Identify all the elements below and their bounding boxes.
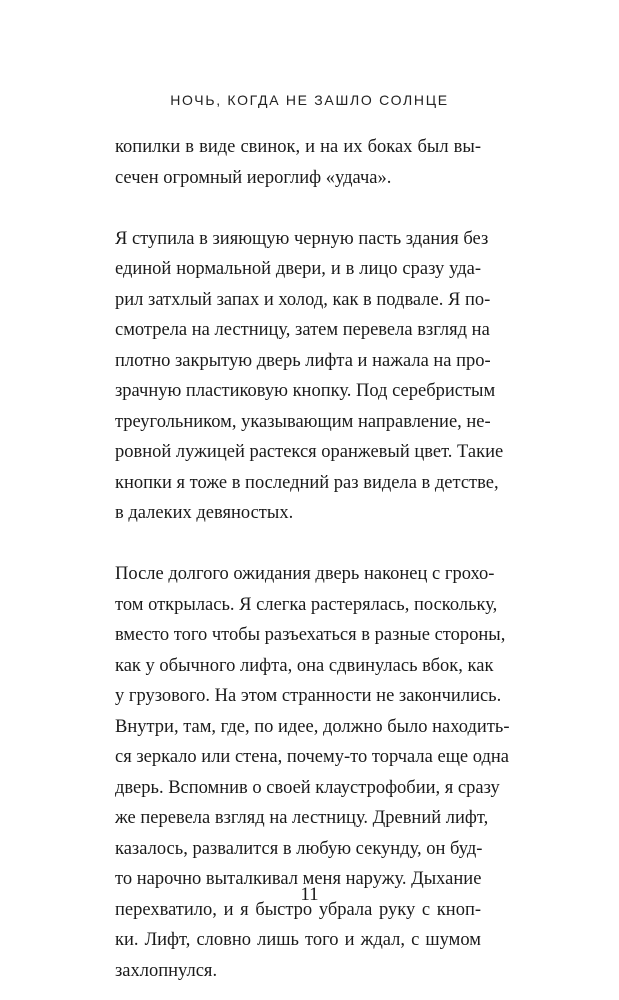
- text-line: же перевела взгляд на лестницу. Древний лифт,: [115, 808, 489, 828]
- text-line: у грузового. На этом странности не закончились.: [115, 686, 502, 706]
- text-line: Я ступила в зияющую черную пасть здания без: [115, 228, 489, 249]
- text-line: рил затхлый запах и холод, как в подвале. Я по-: [115, 289, 491, 310]
- text-line: ся зеркало или стена, почему-то торчала еще одна: [115, 747, 510, 767]
- paragraph-gap: [115, 529, 481, 560]
- text-line: том открылась. Я слегка растерялась, поскольку,: [115, 594, 498, 615]
- text-line: зрачную пластиковую кнопку. Под серебристым: [115, 381, 496, 401]
- text-line: копилки в виде свинок, и на их боках был вы-: [115, 137, 481, 157]
- body-text: [115, 132, 510, 986]
- text-line: дверь. Вспомнив о своей клаустрофобии, я сразу: [115, 777, 500, 798]
- text-line: в далеких девяностых.: [115, 503, 294, 523]
- text-line: казалось, развалится в любую секунду, он буд-: [115, 838, 483, 859]
- text-line: кнопки я тоже в последний раз видела в детстве,: [115, 472, 499, 493]
- text-line: вместо того чтобы разъехаться в разные стороны,: [115, 625, 506, 645]
- running-head: НОЧЬ, КОГДА НЕ ЗАШЛО СОЛНЦЕ: [170, 92, 449, 108]
- text-line: сечен огромный иероглиф «удача».: [115, 167, 392, 188]
- text-line: ки. Лифт, словно лишь того и ждал, с шумом: [115, 930, 481, 950]
- text-line: захлопнулся.: [115, 960, 218, 981]
- text-line: то нарочно выталкивал меня наружу. Дыхание: [115, 869, 482, 889]
- text-line: как у обычного лифта, она сдвинулась вбок, как: [115, 655, 494, 676]
- text-line: После долгого ожидания дверь наконец с грохо-: [115, 564, 495, 584]
- text-line: смотрела на лестницу, затем перевела взгляд на: [115, 320, 490, 340]
- text-line: единой нормальной двери, и в лицо сразу уда-: [115, 259, 481, 279]
- text-line: ровной лужицей растекся оранжевый цвет. Такие: [115, 442, 504, 462]
- text-line: Внутри, там, где, по идее, должно было находить-: [115, 716, 510, 737]
- page-number: 11: [300, 884, 319, 905]
- text-line: треугольником, указывающим направление, не-: [115, 411, 491, 432]
- text-line: перехватило, и я быстро убрала руку с кноп-: [115, 899, 481, 920]
- text-line: плотно закрытую дверь лифта и нажала на про-: [115, 350, 491, 371]
- paragraph-gap: [115, 193, 481, 224]
